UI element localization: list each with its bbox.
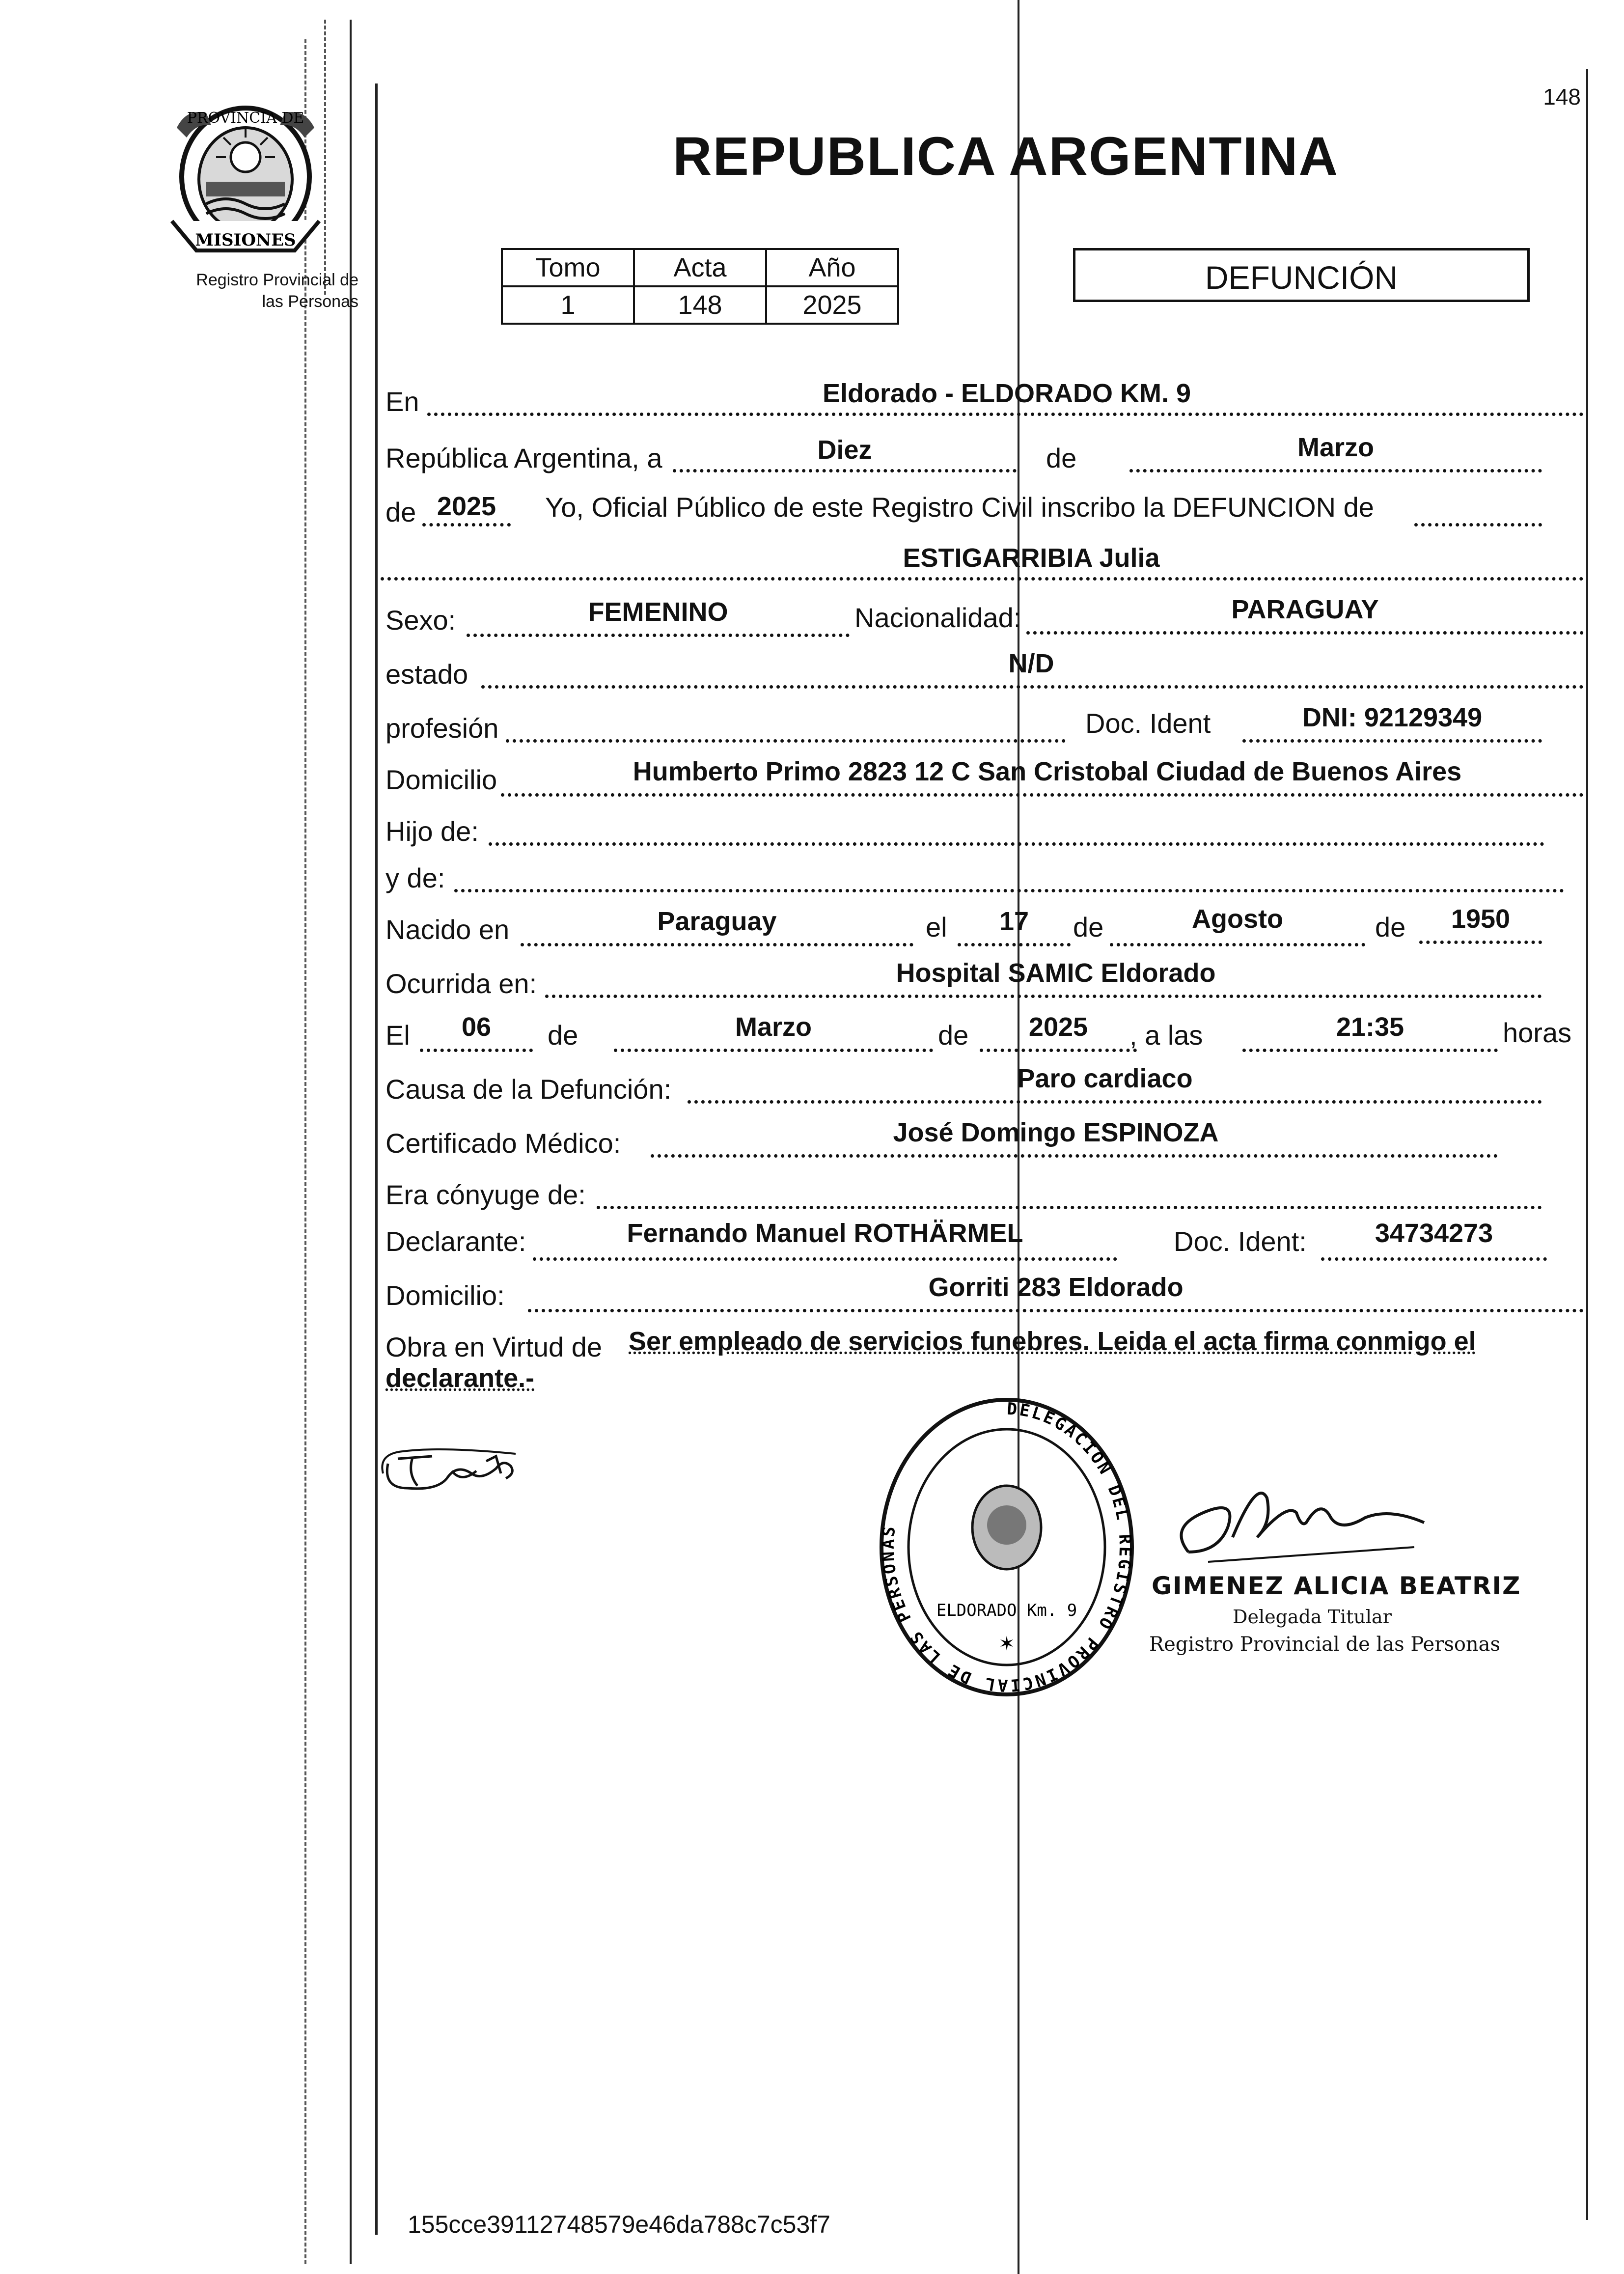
signatory-role: Delegada Titular	[1233, 1606, 1392, 1628]
year-prefix-label: de	[385, 497, 416, 527]
page-title: REPUBLICA ARGENTINA	[673, 126, 1339, 187]
el-label: el	[926, 912, 947, 943]
day-word-value: Diez	[817, 435, 872, 465]
deceased-name-value: ESTIGARRIBIA Julia	[903, 543, 1160, 573]
estado-label: estado	[385, 659, 468, 690]
death-time-value: 21:35	[1336, 1012, 1404, 1042]
domicilio-label: Domicilio	[385, 764, 497, 795]
birth-month-value: Agosto	[1192, 904, 1283, 934]
scan-line-right	[1586, 69, 1588, 2220]
deceased-dotline	[381, 577, 1584, 581]
oficial-text: Yo, Oficial Público de este Registro Civil inscribo la DEFUNCION de	[545, 492, 1374, 523]
doc-ident-dotline	[1242, 739, 1542, 743]
birth-day-dotline	[958, 943, 1071, 946]
obra-label: Obra en Virtud de	[385, 1331, 603, 1362]
scan-dash-left	[304, 39, 306, 2264]
nacionalidad-label: Nacionalidad:	[854, 602, 1021, 633]
official-signature	[1159, 1469, 1434, 1586]
certificado-value: José Domingo ESPINOZA	[893, 1118, 1219, 1147]
domicilio-value-2: Gorriti 283 Eldorado	[928, 1273, 1184, 1302]
year-value: 2025	[437, 492, 496, 521]
a-las-label: , a las	[1129, 1020, 1203, 1051]
de-label-3: de	[1375, 912, 1406, 943]
acta-value-tomo: 1	[502, 286, 634, 324]
republica-label: República Argentina, a	[385, 443, 662, 473]
estado-value: N/D	[1008, 649, 1054, 678]
misiones-coat-of-arms-logo	[157, 98, 334, 260]
acta-header-tomo: Tomo	[502, 249, 634, 286]
acta-value-acta: 148	[634, 286, 766, 324]
conyuge-label: Era cónyuge de:	[385, 1179, 586, 1210]
acta-table	[501, 248, 899, 325]
causa-label: Causa de la Defunción:	[385, 1074, 672, 1105]
declarante-doc-value: 34734273	[1375, 1219, 1493, 1248]
page-number: 148	[1543, 84, 1581, 110]
ocurrida-value: Hospital SAMIC Eldorado	[896, 958, 1216, 988]
de-label-1: de	[1046, 443, 1077, 473]
hijo-dotline	[489, 842, 1544, 846]
signatory-office: Registro Provincial de las Personas	[1149, 1633, 1501, 1656]
ocurrida-dotline	[545, 995, 1542, 998]
registry-line-1: Registro Provincial de	[196, 271, 358, 289]
conyuge-dotline	[597, 1206, 1542, 1209]
declarante-doc-dotline	[1321, 1257, 1547, 1261]
y-de-label: y de:	[385, 862, 445, 893]
stamp-outer-text: DELEGACION DEL REGISTRO PROVINCIAL DE LAS PERSONAS	[878, 1399, 1135, 1695]
logo-bottom-text: MISIONES	[195, 230, 296, 250]
logo-top-text: PROVINCIA DE	[187, 110, 304, 127]
registry-label	[147, 269, 358, 312]
death-month-dotline	[614, 1049, 933, 1052]
en-dotline	[427, 413, 1584, 416]
document-hash: 155cce39112748579e46da788c7c53f7	[408, 2211, 830, 2238]
death-day-value: 06	[461, 1012, 492, 1042]
death-year-value: 2025	[1028, 1012, 1088, 1042]
oficial-dotline	[1414, 523, 1542, 527]
certificado-dotline	[651, 1154, 1498, 1158]
nacido-label: Nacido en	[385, 914, 510, 945]
birth-year-value: 1950	[1451, 904, 1511, 934]
obra-value-line-1: Ser empleado de servicios funebres. Leida el acta firma conmigo el	[629, 1327, 1476, 1356]
nacido-value: Paraguay	[657, 907, 777, 936]
sexo-value: FEMENINO	[588, 597, 728, 627]
year-dotline	[422, 523, 511, 527]
domicilio-label-2: Domicilio:	[385, 1280, 505, 1311]
estado-dotline	[481, 685, 1584, 689]
acta-value-ano: 2025	[766, 286, 898, 324]
doc-ident-label-2: Doc. Ident:	[1174, 1226, 1307, 1257]
acta-table-value-row	[502, 286, 898, 324]
nacionalidad-value: PARAGUAY	[1231, 595, 1379, 624]
en-label: En	[385, 386, 419, 417]
document-type-box: DEFUNCIÓN	[1073, 248, 1530, 302]
domicilio-dotline	[501, 793, 1584, 797]
de-label-5: de	[938, 1020, 969, 1051]
profesion-label: profesión	[385, 713, 499, 744]
en-value: Eldorado - ELDORADO KM. 9	[822, 379, 1191, 408]
hijo-label: Hijo de:	[385, 816, 479, 847]
month-dotline	[1129, 469, 1542, 472]
causa-dotline	[688, 1100, 1542, 1104]
acta-header-acta: Acta	[634, 249, 766, 286]
el-label-2: El	[385, 1020, 410, 1051]
birth-day-value: 17	[999, 907, 1029, 936]
birth-month-dotline	[1110, 943, 1365, 946]
de-label-2: de	[1073, 912, 1104, 943]
domicilio-2-dotline	[528, 1309, 1584, 1312]
declarant-signature	[378, 1444, 525, 1498]
nacido-dotline	[521, 943, 913, 946]
acta-table-header-row	[502, 249, 898, 286]
ocurrida-label: Ocurrida en:	[385, 968, 537, 999]
de-label-4: de	[548, 1020, 578, 1051]
profesion-dotline	[506, 739, 1066, 743]
horas-label: horas	[1503, 1017, 1572, 1048]
certificado-label: Certificado Médico:	[385, 1128, 621, 1159]
death-time-dotline	[1242, 1049, 1498, 1052]
month-word-value: Marzo	[1297, 433, 1374, 462]
domicilio-value: Humberto Primo 2823 12 C San Cristobal Ciudad de Buenos Aires	[633, 757, 1462, 786]
obra-value-line-2: declarante.-	[385, 1363, 535, 1393]
stamp-inner-text: ELDORADO Km. 9	[936, 1601, 1077, 1620]
death-day-dotline	[420, 1049, 533, 1052]
declarante-label: Declarante:	[385, 1226, 526, 1257]
declarante-dotline	[533, 1257, 1117, 1261]
causa-value: Paro cardiaco	[1017, 1064, 1193, 1093]
acta-header-ano: Año	[766, 249, 898, 286]
registry-line-2: las Personas	[262, 292, 358, 311]
scan-line-left	[350, 20, 352, 2264]
nacionalidad-dotline	[1026, 631, 1584, 635]
death-month-value: Marzo	[735, 1012, 812, 1042]
sexo-label: Sexo:	[385, 605, 456, 636]
stamp-star-icon: ✶	[998, 1633, 1015, 1655]
day-dotline	[673, 469, 1017, 472]
declarante-value: Fernando Manuel ROTHÄRMEL	[627, 1219, 1023, 1248]
death-year-dotline	[980, 1049, 1137, 1052]
y-de-dotline	[454, 889, 1564, 892]
doc-ident-label: Doc. Ident	[1085, 708, 1211, 739]
doc-ident-value: DNI: 92129349	[1302, 703, 1483, 732]
signatory-name: GIMENEZ ALICIA BEATRIZ	[1152, 1572, 1521, 1600]
sexo-dotline	[467, 634, 850, 637]
registry-official-stamp	[869, 1385, 1144, 1699]
birth-year-dotline	[1419, 941, 1542, 944]
scan-line-margin	[375, 83, 378, 2235]
